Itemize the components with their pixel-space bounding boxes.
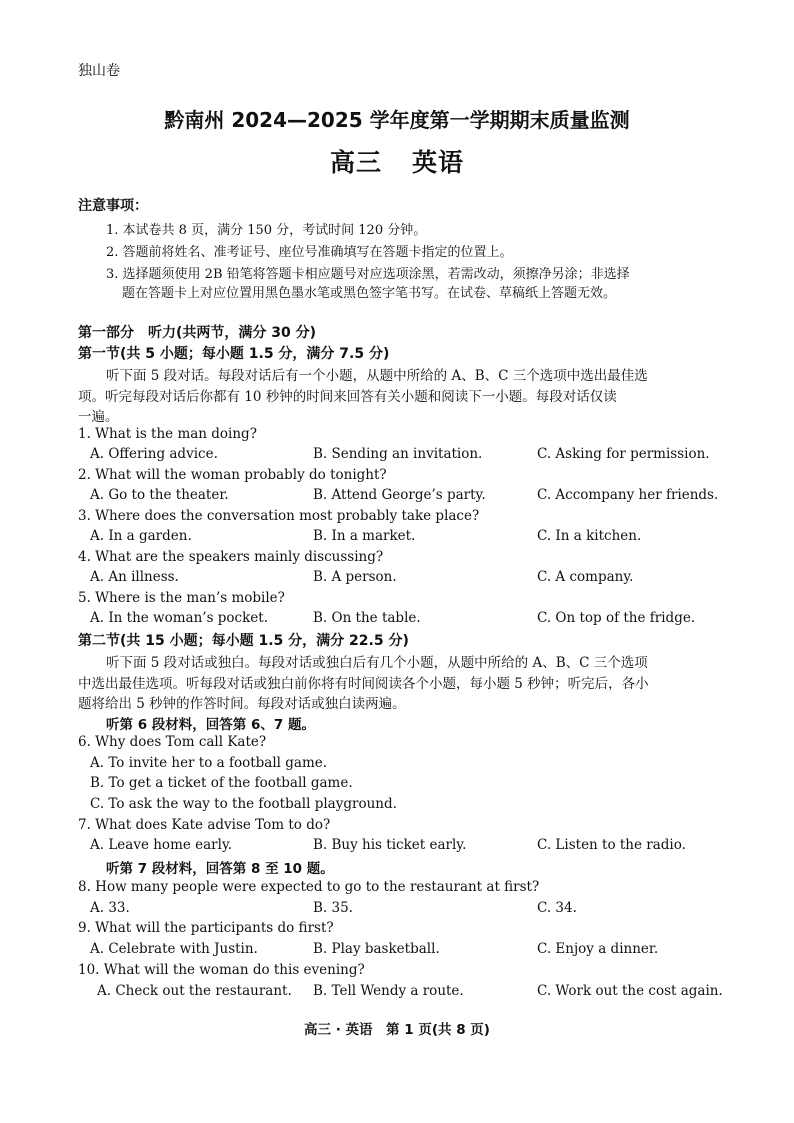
notice-item: 1. 本试卷共 8 页，满分 150 分，考试时间 120 分钟。 bbox=[106, 223, 427, 238]
question-stem: 6. Why does Tom call Kate? bbox=[78, 734, 267, 750]
instruction-line: 听下面 5 段对话或独白。每段对话或独白后有几个小题，从题中所给的 A、B、C 三个选项 bbox=[106, 655, 648, 671]
option-a: A. Offering advice. bbox=[90, 446, 218, 462]
option-c: C. A company. bbox=[537, 569, 634, 585]
option-a: A. To invite her to a football game. bbox=[90, 755, 328, 771]
option-b: B. To get a ticket of the football game. bbox=[90, 775, 353, 791]
question-stem: 7. What does Kate advise Tom to do? bbox=[78, 817, 331, 833]
option-c: C. In a kitchen. bbox=[537, 528, 642, 544]
option-b: B. Tell Wendy a route. bbox=[313, 983, 464, 999]
section-heading: 第二节(共 15 小题；每小题 1.5 分，满分 22.5 分) bbox=[78, 633, 409, 649]
option-b: B. In a market. bbox=[313, 528, 416, 544]
option-b: B. 35. bbox=[313, 900, 353, 916]
option-c: C. Accompany her friends. bbox=[537, 487, 719, 503]
option-c: C. Work out the cost again. bbox=[537, 983, 723, 999]
material-note: 听第 6 段材料，回答第 6、7 题。 bbox=[106, 717, 315, 733]
option-b: B. Play basketball. bbox=[313, 941, 440, 957]
question-stem: 8. How many people were expected to go to the restaurant at first? bbox=[78, 879, 540, 895]
section-heading: 第一节(共 5 小题；每小题 1.5 分，满分 7.5 分) bbox=[78, 346, 390, 362]
instruction-line: 题将给出 5 秒钟的作答时间。每段对话或独白读两遍。 bbox=[78, 696, 406, 712]
option-c: C. Enjoy a dinner. bbox=[537, 941, 659, 957]
option-b: B. Sending an invitation. bbox=[313, 446, 483, 462]
option-b: B. Buy his ticket early. bbox=[313, 837, 467, 853]
instruction-line: 听下面 5 段对话。每段对话后有一个小题，从题中所给的 A、B、C 三个选项中选出最佳选 bbox=[106, 368, 648, 384]
exam-title: 黔南州 2024—2025 学年度第一学期期末质量监测 bbox=[164, 108, 630, 132]
grade-label: 高三 bbox=[329, 148, 382, 177]
notice-item: 题在答题卡上对应位置用黑色墨水笔或黑色签字笔书写。在试卷、草稿纸上答题无效。 bbox=[122, 286, 617, 301]
instruction-line: 一遍。 bbox=[78, 409, 119, 425]
page-footer: 高三 · 英语 第 1 页(共 8 页) bbox=[304, 1022, 490, 1038]
option-a: A. Check out the restaurant. bbox=[97, 983, 292, 999]
question-stem: 9. What will the participants do first? bbox=[78, 920, 334, 936]
paper-tag: 独山卷 bbox=[78, 63, 120, 79]
option-c: C. Asking for permission. bbox=[537, 446, 710, 462]
option-c: C. To ask the way to the football playground. bbox=[90, 796, 397, 812]
material-note: 听第 7 段材料，回答第 8 至 10 题。 bbox=[106, 861, 334, 877]
option-b: B. A person. bbox=[313, 569, 397, 585]
option-b: B. Attend George’s party. bbox=[313, 487, 486, 503]
option-a: A. Go to the theater. bbox=[90, 487, 229, 503]
subject-label: 英语 bbox=[412, 148, 465, 177]
notice-heading: 注意事项： bbox=[78, 198, 148, 214]
question-stem: 2. What will the woman probably do tonight? bbox=[78, 467, 387, 483]
question-stem: 4. What are the speakers mainly discussing? bbox=[78, 549, 384, 565]
question-stem: 1. What is the man doing? bbox=[78, 426, 257, 442]
option-a: A. 33. bbox=[90, 900, 130, 916]
option-a: A. Celebrate with Justin. bbox=[90, 941, 258, 957]
notice-item: 2. 答题前将姓名、准考证号、座位号准确填写在答题卡指定的位置上。 bbox=[106, 245, 513, 260]
notice-item: 3. 选择题须使用 2B 铅笔将答题卡相应题号对应选项涂黑，若需改动，须擦净另涂；非选择 bbox=[106, 267, 630, 282]
option-b: B. On the table. bbox=[313, 610, 421, 626]
exam-subtitle bbox=[0, 143, 794, 179]
part-heading: 第一部分 听力(共两节，满分 30 分) bbox=[78, 325, 317, 341]
instruction-line: 项。听完每段对话后你都有 10 秒钟的时间来回答有关小题和阅读下一小题。每段对话仅读 bbox=[78, 389, 617, 405]
question-stem: 3. Where does the conversation most probably take place? bbox=[78, 508, 480, 524]
option-c: C. 34. bbox=[537, 900, 577, 916]
option-c: C. On top of the fridge. bbox=[537, 610, 696, 626]
question-stem: 10. What will the woman do this evening? bbox=[78, 962, 365, 978]
option-a: A. In the woman’s pocket. bbox=[90, 610, 269, 626]
question-stem: 5. Where is the man’s mobile? bbox=[78, 590, 285, 606]
option-a: A. In a garden. bbox=[90, 528, 192, 544]
option-c: C. Listen to the radio. bbox=[537, 837, 686, 853]
instruction-line: 中选出最佳选项。听每段对话或独白前你将有时间阅读各个小题，每小题 5 秒钟；听完后，各小 bbox=[78, 676, 649, 692]
option-a: A. Leave home early. bbox=[90, 837, 233, 853]
option-a: A. An illness. bbox=[90, 569, 179, 585]
